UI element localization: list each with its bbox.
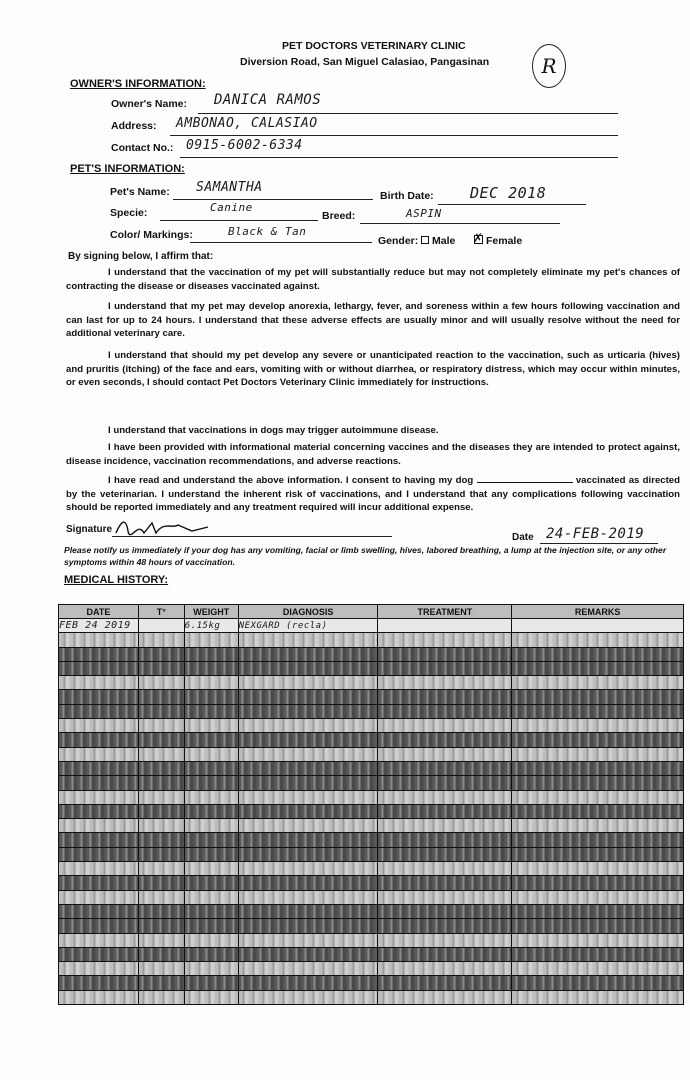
color-value: Black & Tan [228,225,307,238]
table-row-empty [59,761,684,775]
empty-cell [512,947,684,961]
table-row-empty [59,633,684,647]
empty-cell [138,833,184,847]
empty-cell [238,833,378,847]
empty-cell [138,947,184,961]
table-row-empty [59,976,684,990]
empty-cell [512,804,684,818]
table-row-empty [59,833,684,847]
gender-label: Gender: [378,235,419,247]
owner-address-label: Address: [111,120,157,132]
empty-cell [238,647,378,661]
empty-cell [59,890,139,904]
col-weight: WEIGHT [184,605,238,619]
empty-cell [512,790,684,804]
empty-cell [378,761,512,775]
empty-cell [378,776,512,790]
empty-cell [184,776,238,790]
empty-cell [378,719,512,733]
row-diagnosis: NEXGARD (recla) [238,619,378,633]
empty-cell [59,962,139,976]
empty-cell [138,976,184,990]
empty-cell [184,847,238,861]
consent-p2: I understand that my pet may develop anorexia, lethargy, fever, and soreness within a few hours following vaccination and can last for up to 24 hours. I understand that these adverse effects are usually minor and will usually resolve without the need for additional veterinary care. [66,301,680,339]
row-treatment [378,619,512,633]
empty-cell [238,933,378,947]
empty-cell [378,876,512,890]
empty-cell [138,719,184,733]
empty-cell [378,919,512,933]
empty-cell [238,862,378,876]
empty-cell [184,804,238,818]
female-checkbox-checked: ✗ [473,231,484,245]
empty-cell [138,790,184,804]
owner-contact-label: Contact No.: [111,142,174,154]
empty-cell [184,647,238,661]
empty-cell [138,733,184,747]
table-row-empty [59,819,684,833]
empty-cell [378,661,512,675]
empty-cell [378,976,512,990]
empty-cell [512,990,684,1004]
empty-cell [238,676,378,690]
empty-cell [512,933,684,947]
empty-cell [184,633,238,647]
pet-name-label: Pet's Name: [110,186,170,198]
empty-cell [184,747,238,761]
empty-cell [512,919,684,933]
table-row-empty [59,962,684,976]
table-row-empty [59,676,684,690]
owner-section-title: OWNER'S INFORMATION: [70,78,206,90]
table-row [59,619,684,633]
empty-cell [59,976,139,990]
empty-cell [184,976,238,990]
specie-value: Canine [210,201,253,214]
table-row-empty [59,776,684,790]
row-weight: 6.15kg [184,619,238,633]
empty-cell [184,933,238,947]
table-row-empty [59,876,684,890]
empty-cell [512,704,684,718]
empty-cell [59,733,139,747]
empty-cell [184,790,238,804]
row-date: FEB 24 2019 [59,619,139,633]
empty-cell [59,904,139,918]
table-row-empty [59,890,684,904]
empty-cell [138,661,184,675]
empty-cell [378,933,512,947]
owner-name-line [198,113,618,114]
clinic-address: Diversion Road, San Miguel Calasiao, Pangasinan [240,56,490,68]
empty-cell [59,719,139,733]
empty-cell [512,876,684,890]
empty-cell [138,876,184,890]
signature-label: Signature [66,524,113,535]
breed-line [360,223,560,224]
owner-name-label: Owner's Name: [111,98,188,110]
table-row-empty [59,647,684,661]
empty-cell [238,890,378,904]
empty-cell [184,676,238,690]
table-row-empty [59,933,684,947]
row-temperature [138,619,184,633]
empty-cell [238,661,378,675]
empty-cell [59,704,139,718]
empty-cell [512,962,684,976]
corner-mark: R [532,44,566,88]
empty-cell [138,890,184,904]
empty-cell [378,904,512,918]
empty-cell [138,704,184,718]
empty-cell [378,819,512,833]
empty-cell [59,862,139,876]
table-row-empty [59,661,684,675]
empty-cell [238,847,378,861]
empty-cell [238,733,378,747]
empty-cell [238,819,378,833]
breed-value: ASPIN [406,207,442,220]
empty-cell [378,690,512,704]
empty-cell [238,990,378,1004]
empty-cell [378,790,512,804]
empty-cell [184,862,238,876]
clinic-name: PET DOCTORS VETERINARY CLINIC [282,40,466,52]
empty-cell [378,990,512,1004]
empty-cell [138,862,184,876]
medical-history-table [58,604,684,1005]
color-line [190,242,372,243]
empty-cell [512,733,684,747]
empty-cell [512,761,684,775]
empty-cell [184,819,238,833]
empty-cell [184,719,238,733]
owner-name-value: DANICA RAMOS [214,92,322,108]
empty-cell [512,776,684,790]
table-row-empty [59,990,684,1004]
row-remarks [512,619,684,633]
signature-scribble [112,515,222,539]
empty-cell [238,719,378,733]
empty-cell [184,661,238,675]
empty-cell [59,990,139,1004]
empty-cell [138,990,184,1004]
empty-cell [378,804,512,818]
empty-cell [512,890,684,904]
empty-cell [184,962,238,976]
birth-date-label: Birth Date: [380,190,434,202]
empty-cell [378,733,512,747]
consent-intro: By signing below, I affirm that: [68,251,214,262]
consent-p6: I have read and understand the above information. I consent to having my dog vaccinated as directed by the veterinarian. I understand the inherent risk of vaccinations, and I understand that any complications following vaccination should be reported immediately and any treatment required will incur additional expense. [66,475,681,513]
empty-cell [59,690,139,704]
empty-cell [138,962,184,976]
table-row-empty [59,919,684,933]
owner-address-line [170,135,618,136]
empty-cell [378,747,512,761]
empty-cell [512,676,684,690]
pet-section-title: PET'S INFORMATION: [70,163,185,175]
empty-cell [238,704,378,718]
pet-name-line [173,199,373,200]
pet-name-value: SAMANTHA [196,180,263,195]
empty-cell [184,904,238,918]
table-row-empty [59,719,684,733]
empty-cell [378,676,512,690]
empty-cell [238,976,378,990]
empty-cell [378,704,512,718]
col-diagnosis: DIAGNOSIS [238,605,378,619]
owner-contact-line [180,157,618,158]
empty-cell [378,890,512,904]
empty-cell [138,633,184,647]
empty-cell [512,747,684,761]
empty-cell [512,833,684,847]
empty-cell [138,647,184,661]
empty-cell [59,804,139,818]
empty-cell [59,676,139,690]
empty-cell [512,904,684,918]
empty-cell [378,962,512,976]
empty-cell [138,904,184,918]
empty-cell [138,690,184,704]
empty-cell [138,747,184,761]
col-remarks: REMARKS [512,605,684,619]
empty-cell [138,676,184,690]
table-row-empty [59,862,684,876]
empty-cell [184,833,238,847]
empty-cell [512,647,684,661]
empty-cell [59,847,139,861]
empty-cell [59,919,139,933]
empty-cell [512,633,684,647]
empty-cell [59,747,139,761]
empty-cell [238,876,378,890]
table-row-empty [59,690,684,704]
table-row-empty [59,733,684,747]
empty-cell [59,647,139,661]
medical-history-title: MEDICAL HISTORY: [64,574,169,586]
empty-cell [378,833,512,847]
empty-cell [59,876,139,890]
empty-cell [238,776,378,790]
empty-cell [184,690,238,704]
empty-cell [512,719,684,733]
empty-cell [512,847,684,861]
empty-cell [238,947,378,961]
col-date: DATE [59,605,139,619]
empty-cell [238,904,378,918]
gender-female-option: ✗ Female [473,231,523,247]
empty-cell [59,633,139,647]
empty-cell [512,976,684,990]
birth-date-value: DEC 2018 [470,184,547,202]
empty-cell [59,947,139,961]
empty-cell [59,661,139,675]
empty-cell [512,690,684,704]
owner-address-value: AMBONAO, CALASIAO [176,116,318,131]
empty-cell [59,833,139,847]
dog-blank [477,482,573,483]
empty-cell [59,933,139,947]
table-row-empty [59,847,684,861]
specie-line [160,220,318,221]
empty-cell [512,661,684,675]
empty-cell [238,690,378,704]
consent-p4: I understand that vaccinations in dogs may trigger autoimmune disease. [108,425,439,436]
empty-cell [59,819,139,833]
empty-cell [184,947,238,961]
empty-cell [138,776,184,790]
empty-cell [59,761,139,775]
empty-cell [238,761,378,775]
empty-cell [238,747,378,761]
color-label: Color/ Markings: [110,229,193,241]
consent-p3: I understand that should my pet develop any severe or unanticipated reaction to the vaccination, such as urticaria (hives) and pruritis (itching) of the face and ears, vomiting with or without diarrhea, or respiratory distress, which may occur within minutes, or even seconds, I should contact Pet Doctors Veterinary Clinic immediately for instructions. [66,350,680,388]
empty-cell [378,647,512,661]
empty-cell [238,919,378,933]
empty-cell [184,890,238,904]
empty-cell [238,633,378,647]
birth-date-line [438,204,586,205]
table-row-empty [59,804,684,818]
empty-cell [184,704,238,718]
empty-cell [138,804,184,818]
empty-cell [184,761,238,775]
empty-cell [184,876,238,890]
empty-cell [59,790,139,804]
consent-p1: I understand that the vaccination of my pet will substantially reduce but may not completely eliminate my pet's chances of contracting the disease or diseases vaccinated against. [66,267,680,292]
post-vaccine-note: Please notify us immediately if your dog has any vomiting, facial or limb swelling, hives, labored breathing, a lump at the injection site, or any other symptoms within 48 hours of vaccination. [64,545,667,567]
empty-cell [138,919,184,933]
signed-date-value: 24-FEB-2019 [546,526,645,542]
breed-label: Breed: [322,210,356,222]
col-temperature: T° [138,605,184,619]
empty-cell [184,990,238,1004]
empty-cell [184,919,238,933]
empty-cell [238,962,378,976]
owner-contact-value: 0915-6002-6334 [186,138,303,153]
table-row-empty [59,704,684,718]
empty-cell [378,847,512,861]
empty-cell [238,790,378,804]
empty-cell [138,933,184,947]
table-row-empty [59,947,684,961]
table-row-empty [59,747,684,761]
empty-cell [184,733,238,747]
empty-cell [138,761,184,775]
date-label: Date [512,532,534,543]
empty-cell [59,776,139,790]
male-checkbox [421,236,429,244]
table-row-empty [59,904,684,918]
empty-cell [378,633,512,647]
consent-p5: I have been provided with informational material concerning vaccines and the diseases they are intended to protect against, disease incidence, vaccination recommendations, and adverse reactions. [66,442,680,467]
empty-cell [238,804,378,818]
empty-cell [512,819,684,833]
empty-cell [138,847,184,861]
empty-cell [378,947,512,961]
empty-cell [138,819,184,833]
gender-male-option: Male [421,235,455,247]
table-row-empty [59,790,684,804]
col-treatment: TREATMENT [378,605,512,619]
empty-cell [378,862,512,876]
specie-label: Specie: [110,207,148,219]
empty-cell [512,862,684,876]
